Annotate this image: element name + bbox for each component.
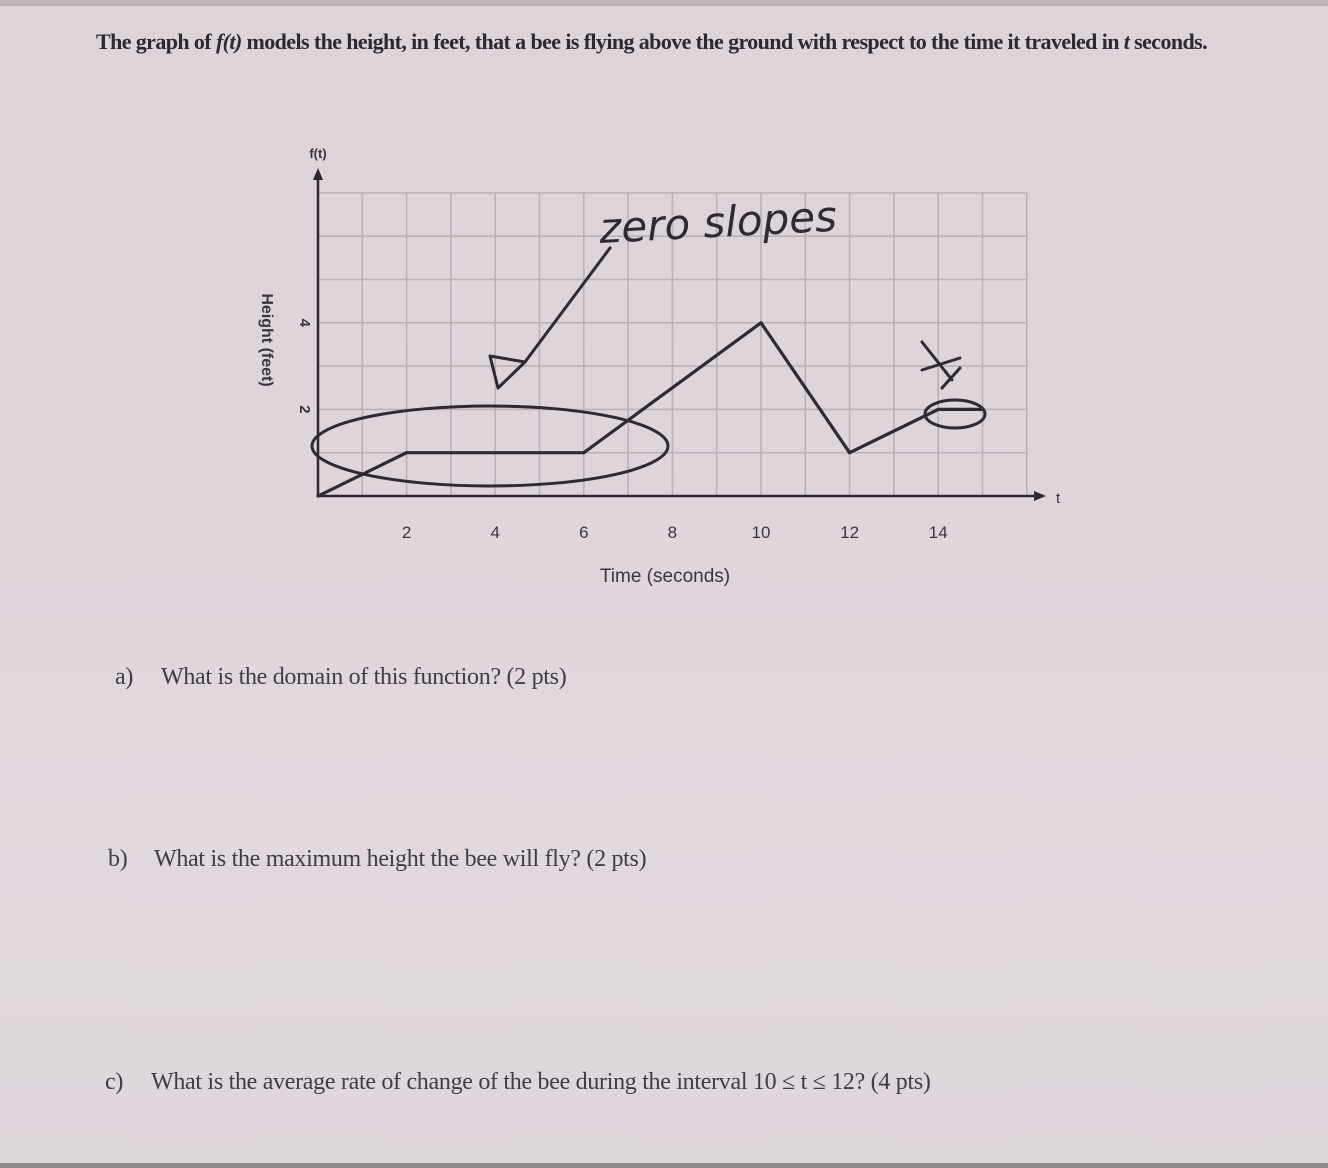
x-axis-arrow — [1034, 491, 1046, 501]
data-point — [937, 408, 940, 411]
function-axis-label: f(t) — [309, 146, 327, 161]
zero-slope-circle-right — [925, 400, 985, 428]
annotation-arrow — [490, 248, 610, 388]
height-time-graph — [200, 130, 1080, 600]
question-c-text: What is the average rate of change of the bee during the interval 10 ≤ t ≤ 12? (4 pts) — [151, 1069, 931, 1095]
paper-top-edge — [0, 0, 1328, 6]
data-point — [316, 494, 319, 497]
right-tick-mark — [922, 342, 960, 388]
function-name: f(t) — [215, 29, 242, 54]
question-b — [108, 846, 646, 873]
y-axis-title: Height (feet) — [258, 293, 275, 387]
time-variable: t — [1123, 29, 1130, 54]
question-c-label: c) — [105, 1069, 124, 1095]
data-point — [582, 451, 585, 454]
problem-statement: The graph of f(t) models the height, in feet, that a bee is flying above the ground with respect to the time it traveled in t seconds. — [96, 29, 1208, 54]
x-axis-title: Time (seconds) — [599, 566, 731, 587]
data-point — [759, 321, 762, 324]
x-tick-label: 4 — [490, 523, 500, 542]
x-tick-label: 14 — [928, 523, 948, 542]
y-axis-arrow — [313, 168, 323, 180]
x-tick-label: 8 — [667, 523, 678, 542]
x-tick-label: 2 — [401, 523, 412, 542]
data-point — [405, 451, 408, 454]
x-tick-label: 12 — [840, 523, 860, 542]
question-b-label: b) — [108, 846, 128, 872]
question-a-text: What is the domain of this function? (2 pts) — [161, 664, 567, 690]
question-a — [115, 664, 566, 691]
zero-slope-circle-left — [312, 406, 668, 486]
data-point — [848, 451, 851, 454]
zero-slopes-note: zero slopes — [597, 191, 839, 253]
x-variable-label: t — [1056, 490, 1061, 507]
question-b-text: What is the maximum height the bee will fly? (2 pts) — [154, 846, 647, 872]
question-c — [105, 1069, 931, 1096]
x-tick-label: 6 — [579, 523, 589, 542]
y-tick-label: 4 — [296, 318, 313, 327]
y-tick-label: 2 — [296, 405, 313, 414]
x-tick-label: 10 — [751, 523, 771, 542]
paper-bottom-edge — [0, 1163, 1328, 1168]
question-a-label: a) — [115, 664, 134, 690]
